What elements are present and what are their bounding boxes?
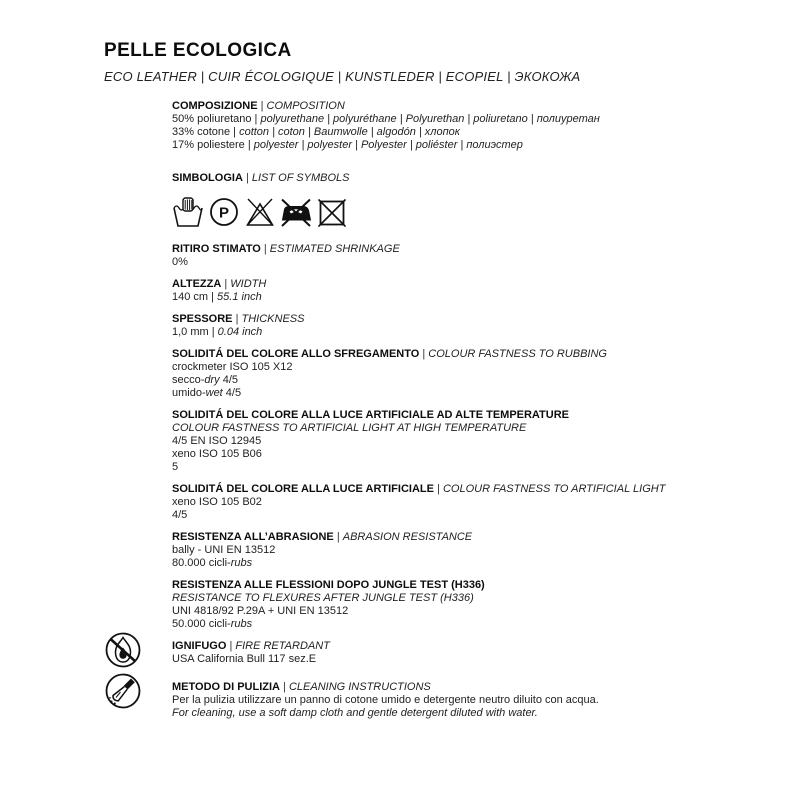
line-segment: 140 cm | <box>172 291 218 303</box>
line-segment: 0.04 inch <box>217 326 263 338</box>
section-spessore <box>104 313 764 339</box>
section-line <box>172 361 764 374</box>
section-resistenza-flessioni <box>104 579 764 631</box>
section-title-en: FIRE RETARDANT <box>235 640 330 652</box>
line-segment: secco- <box>172 374 205 386</box>
section-header <box>172 531 764 544</box>
section-title-it: SOLIDITÁ DEL COLORE ALLO SFREGAMENTO <box>172 348 420 360</box>
section-line <box>172 448 764 461</box>
line-segment: wet <box>205 387 223 399</box>
section-title-it: SOLIDITÁ DEL COLORE ALLA LUCE ARTIFICIALE AD ALTE TEMPERATURE <box>172 409 570 421</box>
section-title-en: THICKNESS <box>241 313 305 325</box>
section-composizione <box>104 100 764 152</box>
page-title: PELLE ECOLOGICA <box>104 40 292 61</box>
section-line <box>172 707 764 720</box>
do-not-iron-icon <box>280 195 312 229</box>
section-header <box>172 313 764 326</box>
section-resistenza-abrasione <box>104 531 764 570</box>
section-title-en: CLEANING INSTRUCTIONS <box>288 681 431 693</box>
title-separator: | <box>226 640 236 652</box>
section-title-it: RESISTENZA ALL’ABRASIONE <box>172 531 334 543</box>
line-segment: UNI 4818/92 P.29A + UNI EN 13512 <box>172 605 349 617</box>
section-metodo-pulizia <box>104 681 764 720</box>
section-line <box>172 461 764 474</box>
section-line <box>172 113 764 126</box>
title-separator: | <box>260 243 270 255</box>
line-segment: 4/5 EN ISO 12945 <box>172 435 262 447</box>
section-title-en: COLOUR FASTNESS TO ARTIFICIAL LIGHT AT HIGH TEMPERATURE <box>172 422 527 434</box>
section-line <box>172 139 764 152</box>
title-separator: | <box>333 531 343 543</box>
line-segment: USA California Bull 117 sez.E <box>172 653 317 665</box>
line-segment: dry <box>204 374 220 386</box>
section-line <box>172 387 764 400</box>
page-subtitle: ECO LEATHER | CUIR ÉCOLOGIQUE | KUNSTLEDER | ECOPIEL | ЭКОКОЖА <box>104 69 581 84</box>
line-segment: 0% <box>172 256 188 268</box>
section-header <box>172 483 764 496</box>
line-segment: 4/5 <box>172 509 188 521</box>
line-segment: cotton | coton | Baumwolle | algodón | хлопок <box>239 126 460 138</box>
section-solidita-colore-sfregamento <box>104 348 764 400</box>
section-header <box>172 172 764 185</box>
line-segment: 5 <box>172 461 179 473</box>
doc-header <box>104 40 580 85</box>
section-title-en: RESISTANCE TO FLEXURES AFTER JUNGLE TEST (H336) <box>172 592 474 604</box>
section-line <box>172 605 764 618</box>
line-segment: 55.1 inch <box>217 291 262 303</box>
section-solidita-colore-luce-artificiale <box>104 483 764 522</box>
dry-clean-P-icon <box>208 195 240 229</box>
section-title-it: IGNIFUGO <box>172 640 227 652</box>
section-header <box>172 579 764 592</box>
section-header <box>172 640 764 653</box>
line-segment: polyurethane | polyuréthane | Polyurethan | poliuretano | полиуретан <box>260 113 600 125</box>
line-segment: crockmeter ISO 105 X12 <box>172 361 293 373</box>
spec-sections <box>104 100 764 729</box>
section-header <box>172 348 764 361</box>
line-segment: rubs <box>230 618 253 630</box>
section-title-en: COLOUR FASTNESS TO ARTIFICIAL LIGHT <box>442 483 666 495</box>
section-line <box>172 694 764 707</box>
section-title-en: WIDTH <box>230 278 267 290</box>
section-line <box>172 557 764 570</box>
section-solidita-colore-luce-alte-temperature <box>104 409 764 474</box>
line-segment: 4/5 <box>222 387 242 399</box>
cleaning-brush-icon <box>104 672 142 710</box>
section-line <box>172 435 764 448</box>
section-line <box>172 653 764 666</box>
title-separator: | <box>433 483 443 495</box>
section-header <box>172 409 764 422</box>
title-separator: | <box>232 313 242 325</box>
section-simbologia <box>104 172 764 229</box>
line-segment: 33% cotone | <box>172 126 240 138</box>
line-segment: 17% poliestere | <box>172 139 254 151</box>
no-open-flame-icon <box>104 631 142 669</box>
section-title-en: COMPOSITION <box>266 100 345 112</box>
do-not-bleach-icon <box>244 195 276 229</box>
section-line <box>172 126 764 139</box>
section-altezza <box>104 278 764 304</box>
svg-text:P: P <box>218 204 230 222</box>
section-line <box>172 256 764 269</box>
section-title-it: SIMBOLOGIA <box>172 172 243 184</box>
title-separator: | <box>279 681 289 693</box>
line-segment: polyester | polyester | Polyester | poliéster | полиэстер <box>253 139 523 151</box>
line-segment: Per la pulizia utilizzare un panno di cotone umido e detergente neutro diluito con acqua. <box>172 694 599 706</box>
section-line <box>172 291 764 304</box>
line-segment: umido- <box>172 387 206 399</box>
line-segment: For cleaning, use a soft damp cloth and gentle detergent diluted with water. <box>172 707 538 719</box>
section-ignifugo <box>104 640 764 666</box>
section-line <box>172 544 764 557</box>
hand-wash-icon <box>172 195 204 229</box>
line-segment: xeno ISO 105 B06 <box>172 448 262 460</box>
do-not-tumble-dry-icon <box>316 195 348 229</box>
section-title-it: ALTEZZA <box>172 278 222 290</box>
line-segment: bally - UNI EN 13512 <box>172 544 276 556</box>
section-title-en: ABRASION RESISTANCE <box>342 531 473 543</box>
section-title-en: ESTIMATED SHRINKAGE <box>269 243 400 255</box>
section-title-it: RITIRO STIMATO <box>172 243 261 255</box>
line-segment: 4/5 <box>219 374 239 386</box>
section-line <box>172 326 764 339</box>
title-separator: | <box>242 172 252 184</box>
section-title-en: COLOUR FASTNESS TO RUBBING <box>428 348 607 360</box>
title-separator: | <box>419 348 429 360</box>
title-separator: | <box>221 278 231 290</box>
section-line <box>172 509 764 522</box>
line-segment: 80.000 cicli- <box>172 557 231 569</box>
section-ritiro-stimato <box>104 243 764 269</box>
section-title-en: LIST OF SYMBOLS <box>251 172 350 184</box>
section-header <box>172 278 764 291</box>
line-segment: 1,0 mm | <box>172 326 218 338</box>
section-header-en <box>172 422 764 435</box>
care-symbols-row <box>172 195 764 229</box>
line-segment: xeno ISO 105 B02 <box>172 496 262 508</box>
section-line <box>172 496 764 509</box>
section-header <box>172 100 764 113</box>
section-header <box>172 681 764 694</box>
line-segment: 50% poliuretano | <box>172 113 261 125</box>
line-segment: 50.000 cicli- <box>172 618 231 630</box>
section-title-it: SPESSORE <box>172 313 233 325</box>
section-title-it: COMPOSIZIONE <box>172 100 258 112</box>
section-line <box>172 618 764 631</box>
section-title-it: SOLIDITÁ DEL COLORE ALLA LUCE ARTIFICIALE <box>172 483 434 495</box>
section-line <box>172 374 764 387</box>
title-separator: | <box>257 100 267 112</box>
section-header <box>172 243 764 256</box>
section-header-en <box>172 592 764 605</box>
section-title-it: METODO DI PULIZIA <box>172 681 280 693</box>
section-title-it: RESISTENZA ALLE FLESSIONI DOPO JUNGLE TEST (H336) <box>172 579 485 591</box>
line-segment: rubs <box>230 557 253 569</box>
